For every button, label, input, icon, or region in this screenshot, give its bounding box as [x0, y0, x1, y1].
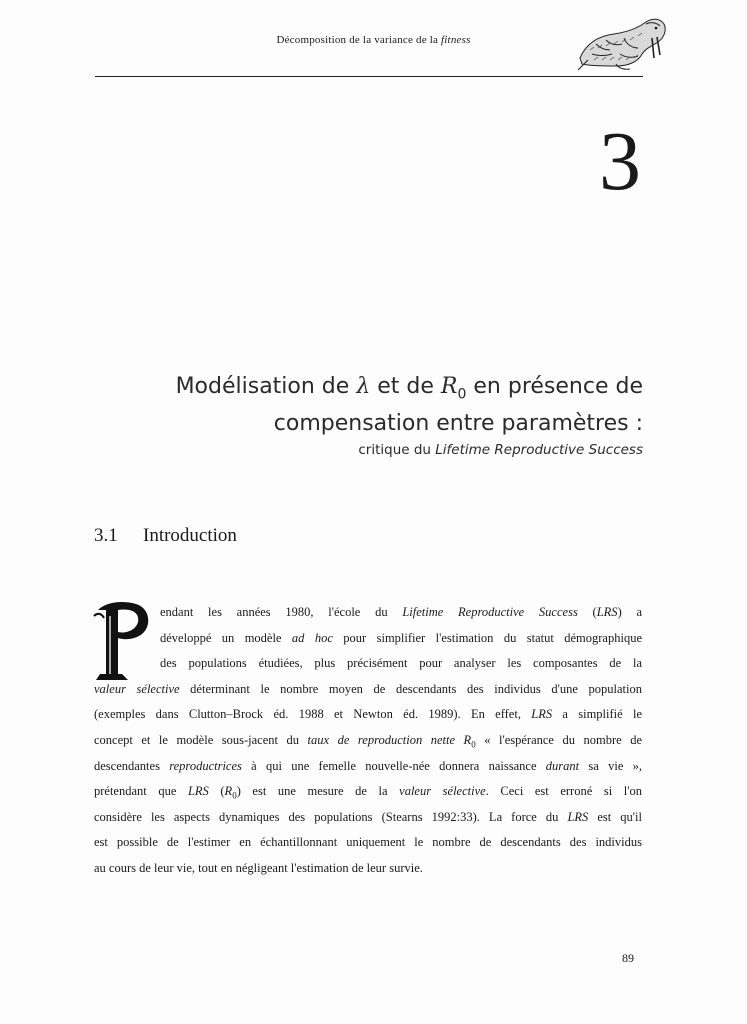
title-text: Modélisation de [175, 374, 357, 399]
title-text: en présence de [466, 374, 643, 399]
body-text-run: est qu'il [588, 809, 642, 824]
body-line [160, 631, 642, 646]
body-text-run: sa vie », [579, 758, 643, 773]
body-line [94, 835, 642, 850]
body-text-run: ad hoc [291, 630, 333, 645]
title-text: et de [370, 374, 441, 399]
body-text-run: pour simplifier l'estimation du statut démographique [332, 630, 642, 645]
body-text-run: a simplifié le [552, 707, 642, 722]
body-text-run: . Ceci est erroné si l'on [485, 784, 642, 799]
body-text-run: LRS [567, 809, 589, 824]
body-text-run: ( [577, 605, 597, 619]
body-text-run: des populations étudiées, plus précisément pour analyser les composantes de la [160, 656, 642, 671]
r-subscript: 0 [457, 386, 467, 403]
body-text-run: considère les aspects dynamiques des populations (Stearns 1992:33). La force du [94, 809, 568, 824]
title-line-1 [176, 372, 643, 409]
body-text-run: durant [545, 758, 580, 773]
body-text-run: LRS [531, 707, 553, 722]
section-title: Introduction [143, 525, 237, 546]
walrus-engraving-icon [576, 14, 668, 72]
header-rule [95, 76, 643, 77]
body-text-run: R [224, 784, 233, 799]
body-text-run: ) a [617, 605, 643, 619]
body-text-run: 0 [471, 739, 476, 750]
chapter-title [176, 372, 643, 459]
dropcap-letter: P [92, 596, 93, 597]
dropcap-p [92, 596, 154, 686]
body-text-run: « l'espérance du nombre de [475, 733, 642, 747]
body-text-run: valeur sélective [94, 681, 180, 696]
body-line [94, 784, 642, 801]
body-text-run: concept et le modèle sous-jacent du [94, 733, 308, 747]
lambda-symbol: λ [356, 374, 371, 399]
running-head-italic: fitness [441, 34, 471, 46]
body-text-run: au cours de leur vie, tout en négligeant l'estimation de leur survie. [94, 861, 423, 875]
body-text-run: déterminant le nombre moyen de descendants des individus d'une population [179, 681, 642, 696]
body-line [94, 861, 642, 876]
body-text-run: endant les années 1980, l'école du [160, 605, 403, 619]
body-text-run: taux de reproduction nette R [307, 733, 472, 747]
section-heading [94, 525, 237, 547]
body-text-run: LRS [596, 605, 618, 619]
body-text-run: à qui une femelle nouvelle-née donnera naissance [241, 758, 546, 773]
body-text-run: (exemples dans Clutton–Brock éd. 1988 et Newton éd. 1989). En effet, [94, 707, 532, 722]
chapter-subtitle [176, 441, 643, 459]
running-head-text: Décomposition de la variance de la [276, 34, 442, 46]
body-text-run: ( [208, 784, 225, 799]
section-number: 3.1 [94, 525, 118, 546]
title-line-2: compensation entre paramètres : [273, 411, 643, 437]
body-line [160, 605, 642, 620]
body-line [160, 656, 642, 671]
body-line [94, 682, 642, 697]
body-line [94, 759, 642, 774]
body-line [94, 810, 642, 825]
body-text-run: descendantes [94, 758, 170, 773]
subtitle-text: critique du [358, 442, 436, 459]
body-text-run: développé un modèle [160, 630, 292, 645]
body-line [94, 733, 642, 750]
body-line [94, 707, 642, 722]
page-number: 89 [622, 951, 634, 965]
body-text-run: 0 [232, 790, 237, 801]
chapter-number: 3 [599, 115, 641, 208]
subtitle-italic: Lifetime Reproductive Success [435, 442, 643, 459]
body-text-run: est possible de l'estimer en échantillonnant uniquement le nombre de descendants des individus [94, 835, 642, 850]
body-text-run: LRS [187, 784, 209, 799]
r-symbol: R [440, 374, 458, 399]
body-text-run: ) est une mesure de la [236, 784, 400, 799]
body-text-run: prétendant que [94, 784, 188, 799]
body-text-run: valeur sélective [399, 784, 486, 799]
body-text-run: Lifetime Reproductive Success [402, 605, 578, 619]
body-text-run: reproductrices [169, 758, 242, 773]
